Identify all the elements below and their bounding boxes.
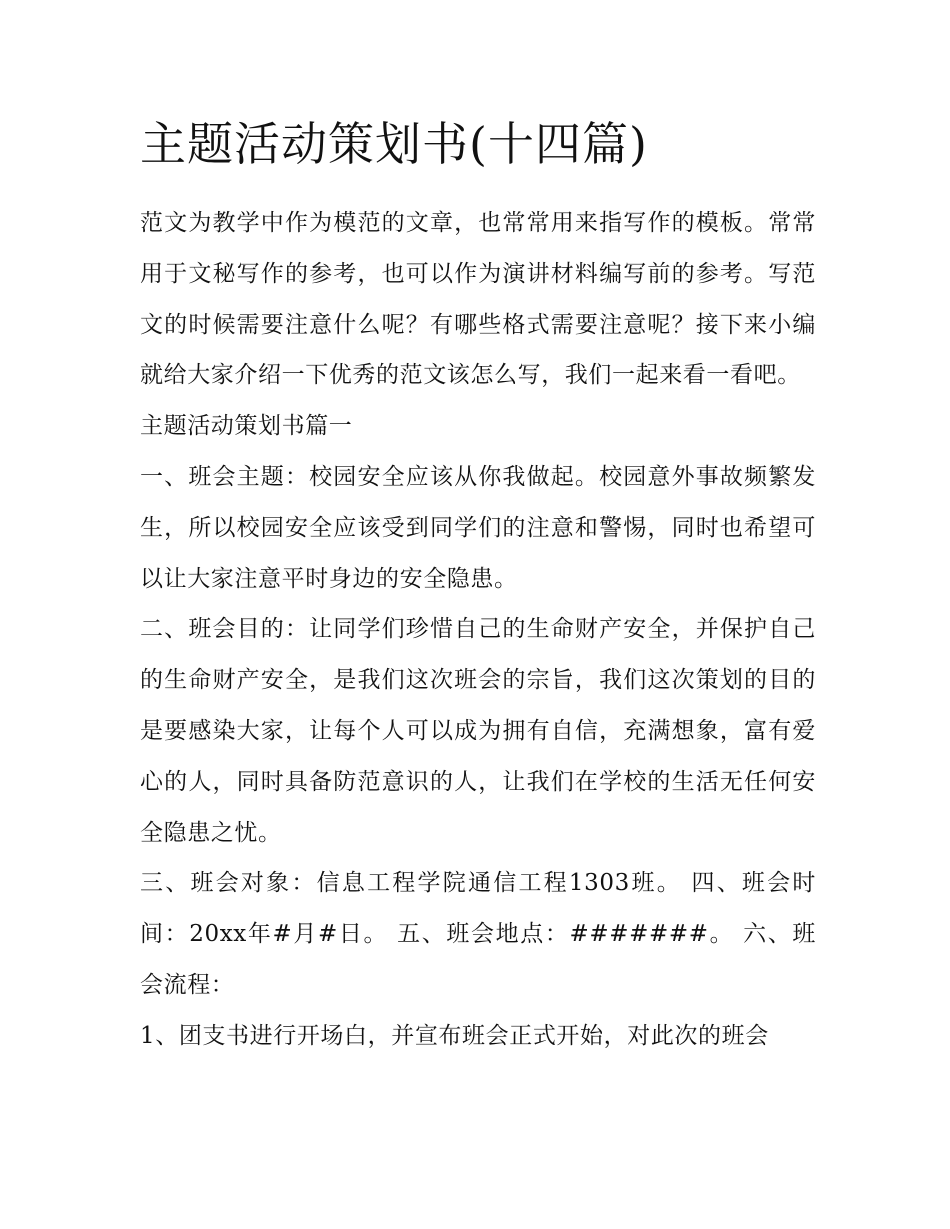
details-paragraph: 三、班会对象：信息工程学院通信工程1303班。 四、班会时间：20xx年#月#日。 五、班会地点：#######。 六、班会流程： — [140, 870, 816, 998]
section-heading: 主题活动策划书篇一 — [140, 413, 353, 440]
process-paragraph: 1、团支书进行开场白，并宣布班会正式开始，对此次的班会 — [140, 1022, 769, 1049]
intro-paragraph: 范文为教学中作为模范的文章，也常常用来指写作的模板。常常用于文秘写作的参考，也可以作为演讲材料编写前的参考。写范文的时候需要注意什么呢？有哪些格式需要注意呢？接下来小编就给大家介绍一下优秀的范文该怎么写，我们一起来看一看吧。 — [140, 210, 816, 389]
document-body — [140, 198, 816, 1062]
document-title: 主题活动策划书(十四篇) — [140, 117, 648, 171]
purpose-paragraph: 二、班会目的：让同学们珍惜自己的生命财产安全，并保护自己的生命财产安全，是我们这次班会的宗旨，我们这次策划的目的是要感染大家，让每个人可以成为拥有自信，充满想象，富有爱心的人，同时具备防范意识的人，让我们在学校的生活无任何安全隐患之忧。 — [140, 616, 816, 846]
theme-paragraph: 一、班会主题：校园安全应该从你我做起。校园意外事故频繁发生，所以校园安全应该受到同学们的注意和警惕，同时也希望可以让大家注意平时身边的安全隐患。 — [140, 463, 816, 592]
